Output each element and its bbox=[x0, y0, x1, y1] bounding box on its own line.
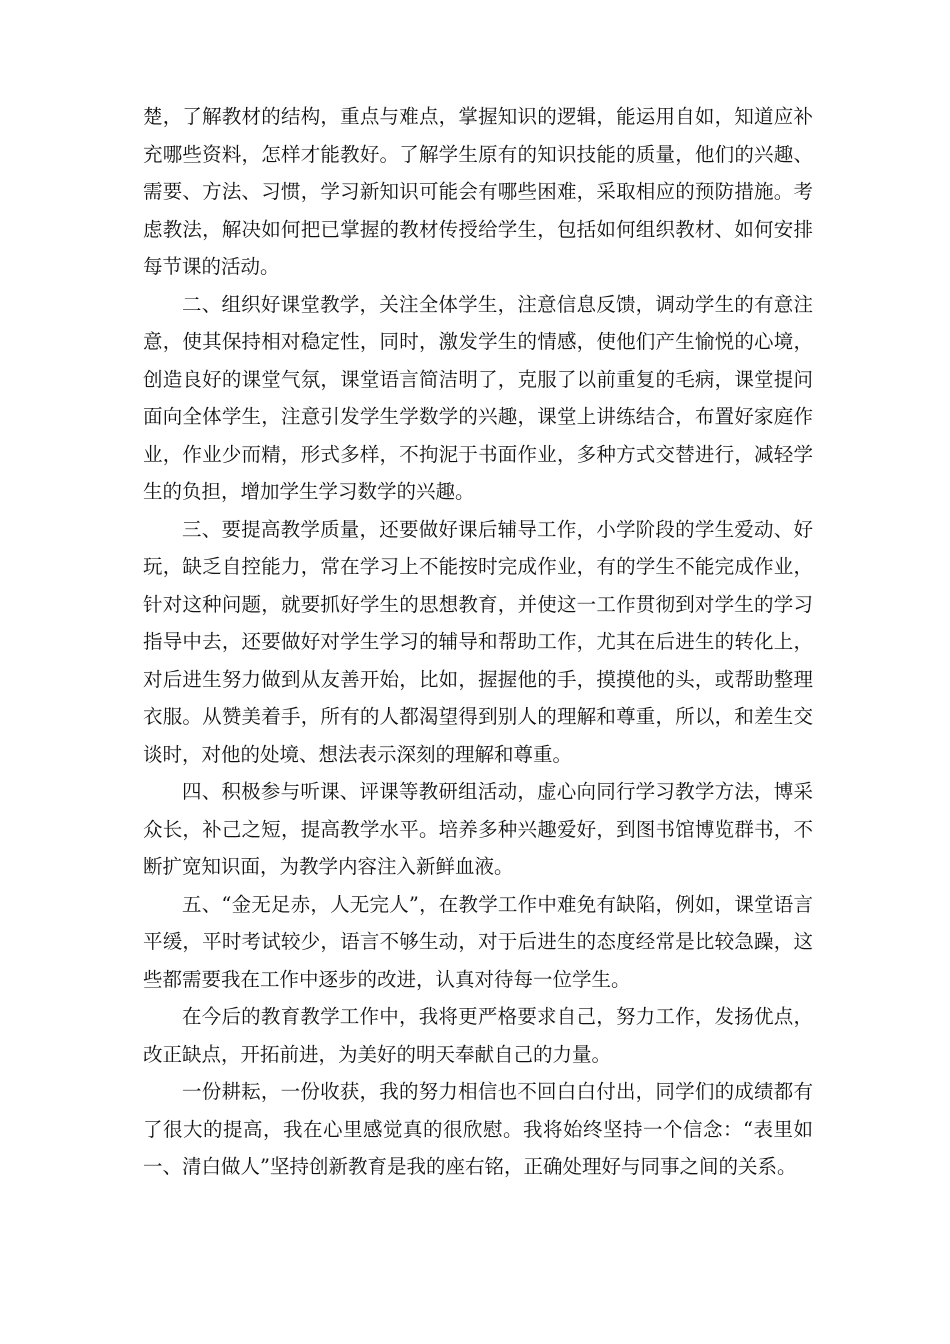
paragraph-continued: 楚，了解教材的结构，重点与难点，掌握知识的逻辑，能运用自如，知道应补充哪些资料，怎样才能教好。了解学生原有的知识技能的质量，他们的兴趣、需要、方法、习惯，学习新知识可能会有哪些困难，采取相应的预防措施。考虑教法，解决如何把已掌握的教材传授给学生，包括如何组织教材、如何安排每节课的活动。 bbox=[143, 105, 813, 278]
paragraph-after-class-tutoring: 三、要提高教学质量，还要做好课后辅导工作，小学阶段的学生爱动、好玩，缺乏自控能力，常在学习上不能按时完成作业，有的学生不能完成作业，针对这种问题，就要抓好学生的思想教育，并使这一工作贯彻到对学生的学习指导中去，还要做好对学生学习的辅导和帮助工作，尤其在后进生的转化上，对后进生努力做到从友善开始，比如，握握他的手，摸摸他的头，或帮助整理衣服。从赞美着手，所有的人都渴望得到别人的理解和尊重，所以，和差生交谈时，对他的处境、想法表示深刻的理解和尊重。 bbox=[143, 517, 813, 766]
paragraph-teaching-research: 四、积极参与听课、评课等教研组活动，虚心向同行学习教学方法，博采众长，补己之短，提高教学水平。培养多种兴趣爱好，到图书馆博览群书，不断扩宽知识面，为教学内容注入新鲜血液。 bbox=[143, 780, 813, 878]
paragraph-conclusion: 一份耕耘，一份收获，我的努力相信也不回白白付出，同学们的成绩都有了很大的提高，我在心里感觉真的很欣慰。我将始终坚持一个信念：“表里如一、清白做人”坚持创新教育是我的座右铭，正确处理好与同事之间的关系。 bbox=[143, 1080, 813, 1178]
document-body bbox=[143, 98, 813, 1186]
paragraph-future-work: 在今后的教育教学工作中，我将更严格要求自己，努力工作，发扬优点，改正缺点，开拓前进，为美好的明天奉献自己的力量。 bbox=[143, 1005, 813, 1066]
paragraph-organize-classroom: 二、组织好课堂教学，关注全体学生，注意信息反馈，调动学生的有意注意，使其保持相对稳定性，同时，激发学生的情感，使他们产生愉悦的心境，创造良好的课堂气氛，课堂语言简洁明了，克服了以前重复的毛病，课堂提问面向全体学生，注意引发学生学数学的兴趣，课堂上讲练结合，布置好家庭作业，作业少而精，形式多样，不拘泥于书面作业，多种方式交替进行，减轻学生的负担，增加学生学习数学的兴趣。 bbox=[143, 292, 813, 503]
paragraph-shortcomings: 五、“金无足赤，人无完人”，在教学工作中难免有缺陷，例如，课堂语言平缓，平时考试较少，语言不够生动，对于后进生的态度经常是比较急躁，这些都需要我在工作中逐步的改进，认真对待每一位学生。 bbox=[143, 892, 813, 991]
